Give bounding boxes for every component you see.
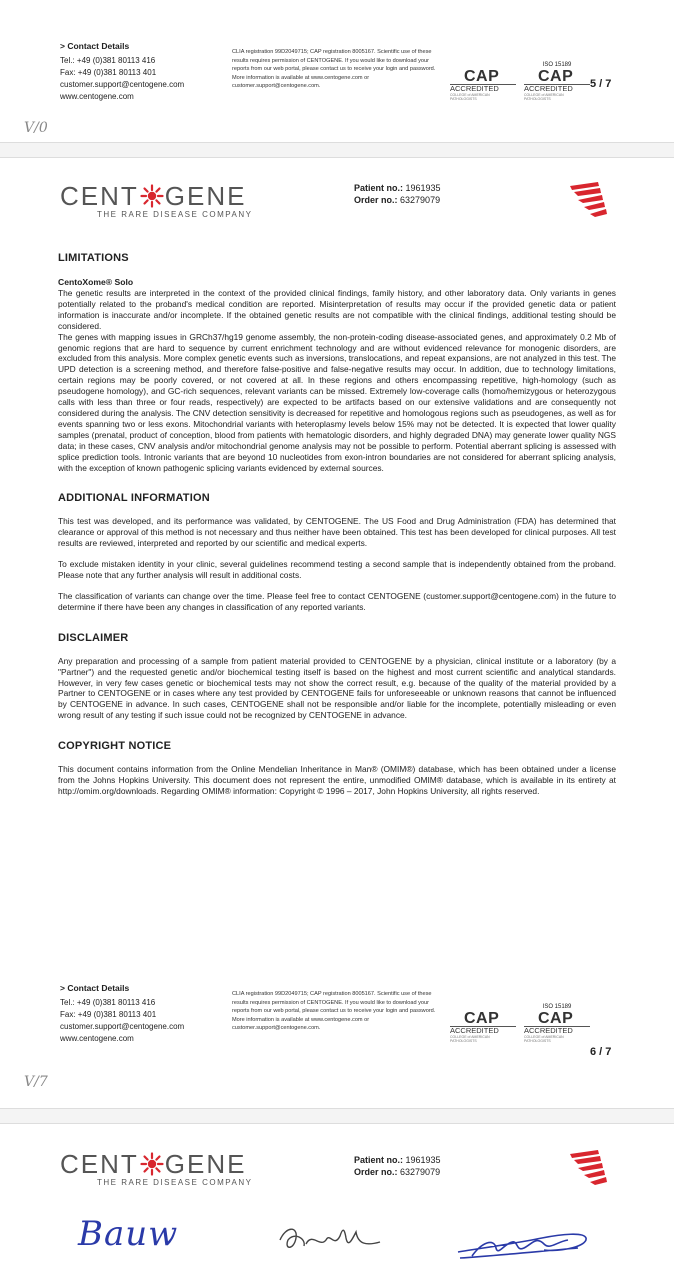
sun-logo-icon — [140, 184, 164, 208]
cap-accredited-text-iso: ACCREDITED — [524, 84, 590, 93]
centogene-mark-icon — [568, 180, 612, 220]
page-separator-bottom — [0, 1108, 674, 1124]
order-number: 63279079 — [400, 195, 441, 205]
signature-2 — [276, 1218, 386, 1264]
contact-fax: Fax: +49 (0)381 80113 401 — [60, 68, 157, 77]
contact-email[interactable]: customer.support@centogene.com — [60, 80, 185, 89]
signature-1-text: Bauw — [78, 1214, 179, 1254]
iso-label-bottom: ISO 15189 — [542, 1004, 572, 1010]
iso-label: ISO 15189 — [542, 62, 572, 68]
page-footer-top — [0, 40, 674, 140]
disclaimer-title: DISCLAIMER — [58, 631, 129, 644]
order-number-bottom: 63279079 — [400, 1167, 441, 1177]
page-number: 5 / 7 — [590, 78, 612, 90]
additional-info-paragraph-1: This test was developed, and its performance was validated, by CENTOGENE. The US Food and Drug Administration (FDA) has determined that clearance or approval of this method is not necessary and thus neither have been obtained. This test has been developed for clinical purposes. All test results are reviewed, interpreted and reported by our scientific and medical experts. — [58, 516, 616, 549]
signature-1 — [78, 1214, 178, 1254]
contact-web-bottom[interactable]: www.centogene.com — [60, 1034, 134, 1043]
page-number-bottom: 6 / 7 — [590, 1046, 612, 1058]
cap-college-text-iso-bottom: COLLEGE of AMERICAN PATHOLOGISTS — [524, 1035, 564, 1043]
cap-accredited-text: ACCREDITED — [450, 84, 516, 93]
cap-college-text-bottom: COLLEGE of AMERICAN PATHOLOGISTS — [450, 1035, 490, 1043]
cap-label-iso: CAP — [538, 68, 574, 85]
handwritten-note: V/0 — [24, 120, 48, 136]
centogene-logo — [60, 182, 252, 219]
cap-college-text: COLLEGE of AMERICAN PATHOLOGISTS — [450, 93, 490, 101]
patient-number-bottom: 1961935 — [405, 1155, 441, 1165]
limitations-subtitle: CentoXome® Solo — [58, 277, 134, 287]
disclaimer-paragraph: Any preparation and processing of a sample from patient material provided to CENTOGENE by a physician, clinical institute or a laboratory (by a "Partner") and the requested genetic and/or biochemical testing itself is based on the highest and most current scientific and analytical standards. However, in very few cases genetic or biochemical tests may not show the correct result, e.g. because of the quality of the material provided by a Partner to CENTOGENE or in cases where any test provided by CENTOGENE fails for unforeseeable or unknown reasons that cannot be influenced by CENTOGENE in advance. In such cases, CENTOGENE shall not be responsible and/or liable for the incomplete, potentially misleading or even wrong result of any testing if such issue could not be recognized by CENTOGENE in advance. — [58, 655, 616, 721]
contact-tel: Tel.: +49 (0)381 80113 416 — [60, 56, 156, 65]
order-label-bottom: Order no.: — [354, 1167, 398, 1177]
handwritten-note-bottom: V/7 — [24, 1074, 48, 1090]
patient-number: 1961935 — [405, 183, 441, 193]
additional-info-paragraph-3: The classification of variants can change over the time. Please feel free to contact CENTOGENE (customer.support@centogene.com) in the future to determine if there have been any changes in classification of any reported variants. — [58, 590, 616, 612]
page-footer-bottom — [0, 982, 674, 1090]
additional-info-title: ADDITIONAL INFORMATION — [58, 492, 210, 505]
clia-notice-bottom: CLIA registration 99D2049715; CAP registration 8005167. Scientific use of these results requires permission of CENTOGENE. If you would like to download your reports from our web portal, please contact us to receive your login and password. More information is available at www.centogene.com or customer.support@centogene.com. — [232, 991, 436, 1032]
logo-text-right-bottom: GENE — [164, 1149, 247, 1179]
patient-label: Patient no.: — [354, 183, 403, 193]
contact-details-bottom — [60, 982, 230, 1045]
logo-tagline-bottom: THE RARE DISEASE COMPANY — [97, 1178, 253, 1187]
contact-fax-bottom: Fax: +49 (0)381 80113 401 — [60, 1010, 157, 1019]
cap-accredited-text-bottom: ACCREDITED — [450, 1026, 516, 1035]
limitations-paragraph-1: The genetic results are interpreted in the context of the provided clinical findings, family history, and other laboratory data. Only variants in genes potentially related to the proband's medical condition are reported. Misinterpretation of results may occur if the provided genetic data or patient information is inaccurate and/or incomplete. If the obtained genetic results are not compatible with the clinical findings, additional testing should be considered. — [58, 288, 616, 331]
cap-iso-badge-bottom — [524, 1004, 590, 1044]
cap-accredited-badge-bottom — [450, 1012, 516, 1052]
cap-college-text-iso: COLLEGE of AMERICAN PATHOLOGISTS — [524, 93, 564, 101]
cap-label: CAP — [464, 68, 500, 85]
contact-heading: > Contact Details — [60, 41, 130, 51]
clia-notice: CLIA registration 99D2049715; CAP registration 8005167. Scientific use of these results requires permission of CENTOGENE. If you would like to download your reports from our web portal, please contact us to receive your login and password. More information is available at www.centogene.com or customer.support@centogene.com. — [232, 49, 436, 90]
patient-info — [354, 182, 441, 206]
copyright-paragraph: This document contains information from the Online Mendelian Inheritance in Man® (OMIM®) database, which has been obtained under a license from the Johns Hopkins University. This document does not represent the entire, unmodified OMIM® database, which is available in its entirety at http://omim.org/downloads. Regarding OMIM® information: Copyright © 1996 – 2017, John Hopkins University, all rights reserved. — [58, 764, 616, 796]
logo-tagline: THE RARE DISEASE COMPANY — [97, 210, 253, 219]
cap-accredited-text-iso-bottom: ACCREDITED — [524, 1026, 590, 1035]
limitations-paragraph-2: The genes with mapping issues in GRCh37/hg19 genome assembly, the non-protein-coding disease-associated genes, and approximately 0.2 Mb of genomic regions that are hard to sequence by current enrichment technology and are without evidenced relevance for monogenic disorders, are excluded from this analysis. More complex genetic events such as inversions, translocations, and repeat expansions, are not analyzed in this test. The UPD detection is a screening method, and therefore false-positive and false-negative results may occur. In addition, due to technology limitations, certain regions may be poorly covered, or not covered at all. In these regions and others encompassing repetitive, high-homology (such as pseudogene homology), and GC-rich sequences, relevant variants can be missed. Extremely low-coverage calls (homo/hemizygous or heterozygous calls with less than three or four reads, respectively) are expected to be artifacts based on our extensive validations and are consequently not considered during the analysis. The CNV detection sensitivity is decreased for repetitive and homologous regions such as pseudogenes, as well as for events spanning two or less exons. Mitochondrial variants with heteroplasmy levels below 15% may not be detected. It is expected that lower quality samples (prenatal, product of conception, blood from patients with hematologic disorders, and highly degraded DNA) may generate lower quality NGS data; in these cases, CNV analysis and/or mitochondrial genome analysis may not be possible to perform. Potential aberrant splicing is assessed with splice prediction tools. Intronic variants that are beyond 10 nucleotides from exon-intron boundaries are not considered for aberrant splicing analysis, with the exception of known pathogenic splicing variants evidenced by external sources. — [58, 331, 616, 473]
logo-text-right: GENE — [164, 181, 247, 211]
cap-label-iso-bottom: CAP — [538, 1010, 574, 1027]
signature-3 — [452, 1222, 592, 1266]
copyright-title: COPYRIGHT NOTICE — [58, 740, 172, 753]
contact-email-bottom[interactable]: customer.support@centogene.com — [60, 1022, 185, 1031]
contact-heading-bottom: > Contact Details — [60, 983, 130, 993]
centogene-mark-icon-bottom — [568, 1148, 612, 1188]
report-content — [58, 252, 616, 797]
patient-label-bottom: Patient no.: — [354, 1155, 403, 1165]
additional-info-paragraph-2: To exclude mistaken identity in your clinic, several guidelines recommend testing a second sample that is independently obtained from the proband. Please note that any further analysis will result in additional costs. — [58, 559, 616, 581]
contact-tel-bottom: Tel.: +49 (0)381 80113 416 — [60, 998, 156, 1007]
limitations-title: LIMITATIONS — [58, 252, 129, 264]
logo-text-left-bottom: CENT — [60, 1149, 139, 1179]
centogene-logo-bottom — [60, 1150, 252, 1187]
contact-details — [60, 40, 230, 103]
page-header — [0, 182, 674, 242]
cap-accredited-badge — [450, 70, 516, 110]
order-label: Order no.: — [354, 195, 398, 205]
page-separator — [0, 142, 674, 158]
sun-logo-icon-bottom — [140, 1152, 164, 1176]
page-header-bottom — [0, 1150, 674, 1210]
contact-web[interactable]: www.centogene.com — [60, 92, 134, 101]
cap-iso-badge — [524, 62, 590, 102]
patient-info-bottom — [354, 1154, 441, 1178]
logo-text-left: CENT — [60, 181, 139, 211]
cap-label-bottom: CAP — [464, 1010, 500, 1027]
